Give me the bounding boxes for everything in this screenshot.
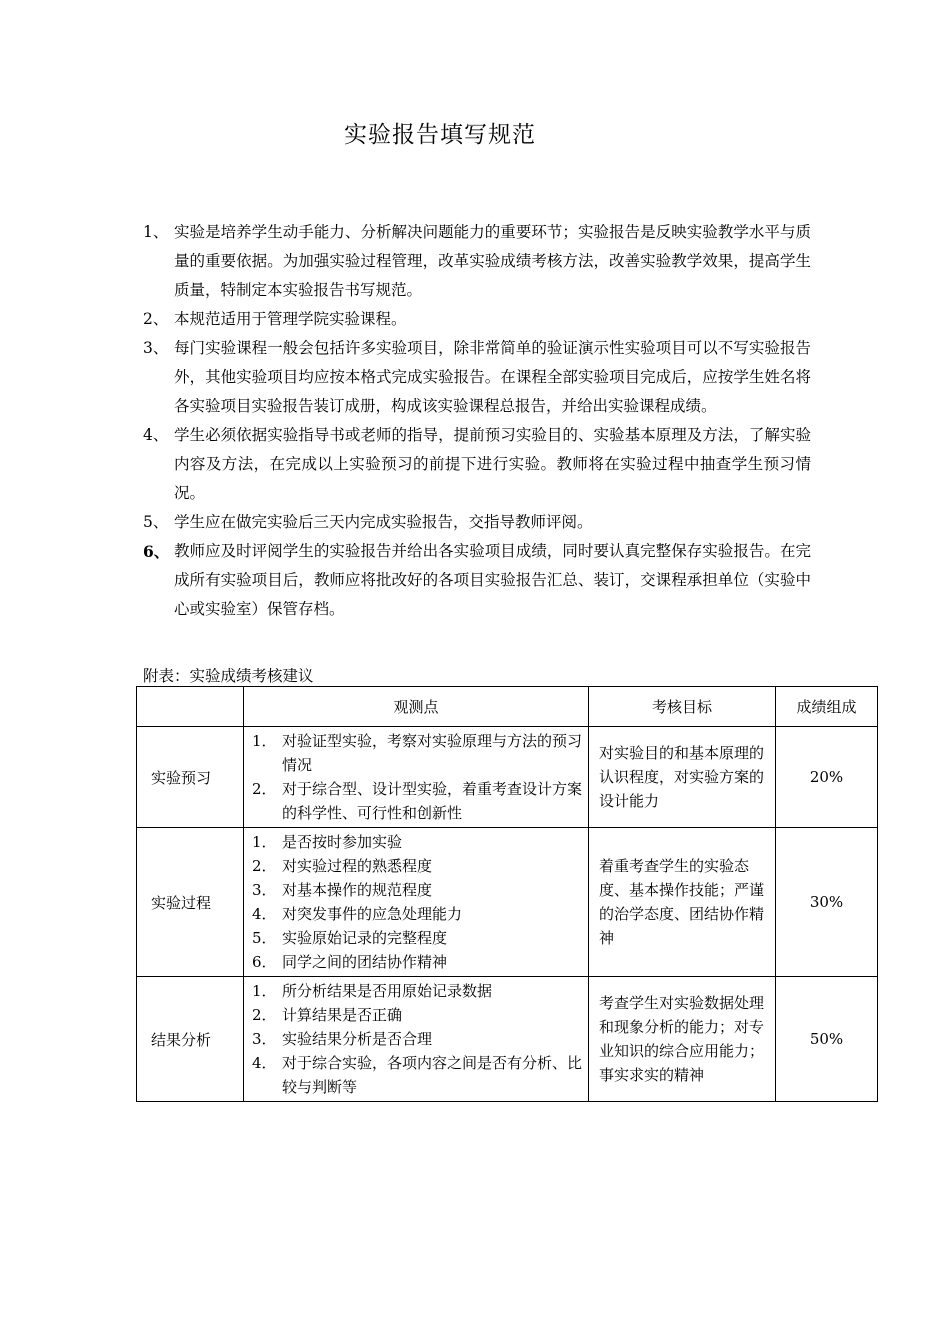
observation-item	[252, 902, 582, 926]
stage-cell: 实验预习	[137, 727, 244, 828]
observation-item	[252, 950, 582, 974]
observation-item	[252, 1027, 582, 1051]
observation-number: 3．	[252, 881, 277, 899]
observation-item	[252, 878, 582, 902]
observation-number: 4．	[252, 1054, 277, 1072]
observation-list	[244, 977, 588, 1101]
rule-item	[143, 537, 811, 624]
goal-cell: 着重考查学生的实验态度、基本操作技能；严谨的治学态度、团结协作精神	[589, 828, 776, 977]
rule-number: 2、	[143, 310, 169, 328]
rule-item	[143, 218, 811, 305]
table-row	[137, 977, 878, 1102]
observation-item	[252, 777, 582, 825]
rule-number: 4、	[143, 426, 169, 444]
goal-cell: 对实验目的和基本原理的认识程度，对实验方案的设计能力	[589, 727, 776, 828]
observation-number: 5．	[252, 929, 277, 947]
observation-text: 实验原始记录的完整程度	[282, 929, 448, 947]
observation-item	[252, 729, 582, 777]
observation-number: 1．	[252, 982, 277, 1000]
observation-text: 对实验过程的熟悉程度	[282, 857, 433, 875]
rule-item	[143, 305, 811, 334]
rule-text: 教师应及时评阅学生的实验报告并给出各实验项目成绩，同时要认真完整保存实验报告。在完成所有实验项目后，教师应将批改好的各项目实验报告汇总、装订，交课程承担单位（实验中心或实验室）保管存档。	[174, 542, 811, 618]
observation-number: 1．	[252, 732, 277, 750]
rule-text: 学生必须依据实验指导书或老师的指导，提前预习实验目的、实验基本原理及方法，了解实验内容及方法，在完成以上实验预习的前提下进行实验。教师将在实验过程中抽查学生预习情况。	[174, 426, 811, 502]
table-row	[137, 828, 878, 977]
rule-item	[143, 421, 811, 508]
rule-item	[143, 508, 811, 537]
rule-item	[143, 334, 811, 421]
observation-text: 对验证型实验，考察对实验原理与方法的预习情况	[282, 732, 583, 774]
rule-text: 实验是培养学生动手能力、分析解决问题能力的重要环节；实验报告是反映实验教学水平与质量的重要依据。为加强实验过程管理，改革实验成绩考核方法，改善实验教学效果，提高学生质量，特制定本实验报告书写规范。	[174, 223, 811, 299]
observation-text: 是否按时参加实验	[282, 833, 403, 851]
observation-cell	[244, 977, 589, 1102]
observation-number: 6．	[252, 953, 277, 971]
observation-text: 同学之间的团结协作精神	[282, 953, 448, 971]
rule-number: 5、	[143, 513, 169, 531]
observation-cell	[244, 727, 589, 828]
appendix-title: 附表：实验成绩考核建议	[143, 667, 314, 685]
observation-text: 对基本操作的规范程度	[282, 881, 433, 899]
observation-list	[244, 828, 588, 976]
rule-number: 6、	[143, 542, 170, 561]
table-header-row	[137, 687, 878, 727]
score-cell: 20%	[776, 727, 878, 828]
observation-item	[252, 979, 582, 1003]
goal-cell: 考查学生对实验数据处理和现象分析的能力；对专业知识的综合应用能力；事实求实的精神	[589, 977, 776, 1102]
score-cell: 30%	[776, 828, 878, 977]
observation-text: 计算结果是否正确	[282, 1006, 403, 1024]
header-goal: 考核目标	[589, 687, 776, 727]
observation-item	[252, 926, 582, 950]
rules-list	[143, 218, 811, 624]
page-title: 实验报告填写规范	[344, 122, 536, 148]
header-score: 成绩组成	[776, 687, 878, 727]
observation-text: 对于综合型、设计型实验，着重考查设计方案的科学性、可行性和创新性	[282, 780, 583, 822]
rule-number: 3、	[143, 339, 169, 357]
observation-number: 2．	[252, 857, 277, 875]
observation-item	[252, 854, 582, 878]
table-row	[137, 727, 878, 828]
rule-text: 每门实验课程一般会包括许多实验项目，除非常简单的验证演示性实验项目可以不写实验报告外，其他实验项目均应按本格式完成实验报告。在课程全部实验项目完成后，应按学生姓名将各实验项目实验报告装订成册，构成该实验课程总报告，并给出实验课程成绩。	[174, 339, 811, 415]
observation-list	[244, 727, 588, 827]
observation-item	[252, 1003, 582, 1027]
header-observation: 观测点	[244, 687, 589, 727]
observation-text: 实验结果分析是否合理	[282, 1030, 433, 1048]
header-stage	[137, 687, 244, 727]
observation-text: 对突发事件的应急处理能力	[282, 905, 463, 923]
rule-number: 1、	[143, 223, 169, 241]
observation-text: 所分析结果是否用原始记录数据	[282, 982, 493, 1000]
observation-number: 2．	[252, 780, 277, 798]
score-cell: 50%	[776, 977, 878, 1102]
observation-number: 2．	[252, 1006, 277, 1024]
observation-item	[252, 1051, 582, 1099]
assessment-table	[136, 686, 878, 1102]
stage-cell: 结果分析	[137, 977, 244, 1102]
observation-item	[252, 830, 582, 854]
observation-text: 对于综合实验，各项内容之间是否有分析、比较与判断等	[282, 1054, 583, 1096]
rule-text: 学生应在做完实验后三天内完成实验报告，交指导教师评阅。	[174, 513, 593, 531]
rule-text: 本规范适用于管理学院实验课程。	[174, 310, 407, 328]
observation-number: 4．	[252, 905, 277, 923]
stage-cell: 实验过程	[137, 828, 244, 977]
observation-number: 3．	[252, 1030, 277, 1048]
observation-cell	[244, 828, 589, 977]
observation-number: 1．	[252, 833, 277, 851]
